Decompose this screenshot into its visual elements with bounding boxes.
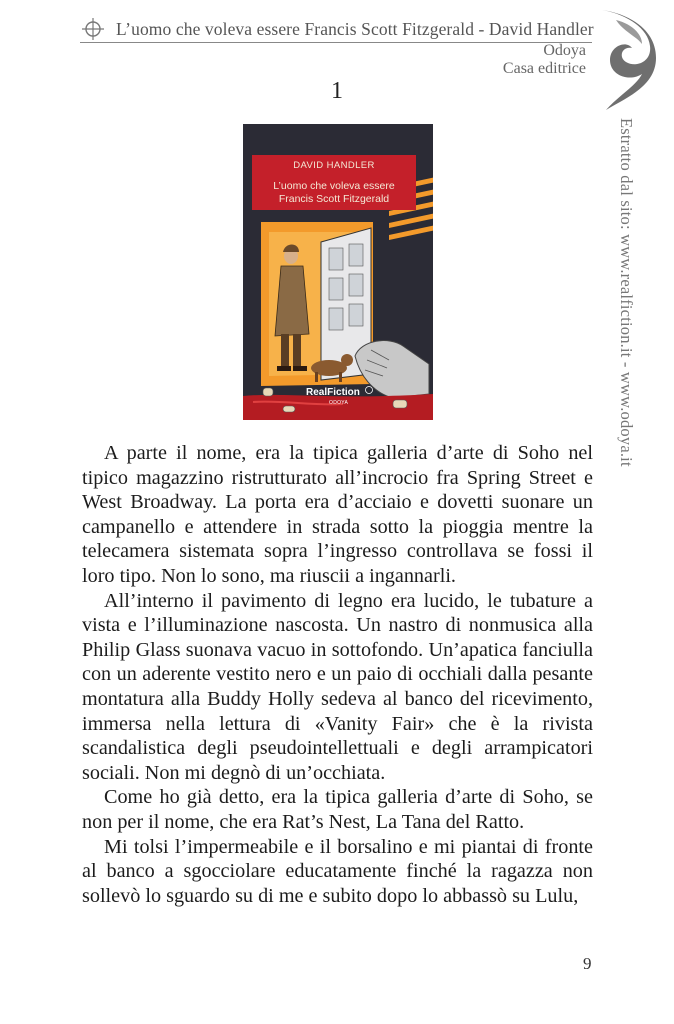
publisher-subtitle: Casa editrice bbox=[502, 60, 586, 77]
cover-title-line-1: L’uomo che voleva essere bbox=[273, 180, 395, 192]
publisher-name: Odoya bbox=[543, 42, 586, 59]
cover-author: DAVID HANDLER bbox=[293, 160, 375, 171]
chapter-number-value: 1 bbox=[331, 78, 343, 104]
paragraph: Come ho già detto, era la tipica galleria d’arte di Soho, se non per il nome, che era Rat’s Nest, La Tana del Ratto. bbox=[82, 786, 593, 833]
paragraph: A parte il nome, era la tipica galleria d’arte di Soho nel tipico magazzino ristrutturato all’incrocio fra Spring Street e West Broadway. La porta era d’acciaio e dovetti suonare un campanello e attendere in strada sotto la pioggia mentre la telecamera sistemata sopra l’ingresso controllava se fossi il loro tipo. Non lo sono, ma riuscii a ingannarli. bbox=[82, 442, 593, 587]
cover-imprint: ODOYA bbox=[329, 400, 349, 406]
publisher-label bbox=[503, 42, 586, 78]
running-header-title: L’uomo che voleva essere Francis Scott Fitzgerald - David Handler bbox=[116, 19, 594, 39]
cover-title-line-2: Francis Scott Fitzgerald bbox=[278, 193, 390, 205]
crosshair-icon bbox=[82, 18, 104, 40]
cover-title bbox=[252, 180, 416, 206]
paragraph: Mi tolsi l’impermeabile e il borsalino e mi piantai di fronte al banco a sgocciolare educatamente finché la ragazza non sollevò lo sguardo su di me e subito dopo lo abbassò su Lulu, bbox=[82, 835, 593, 907]
source-vertical-text: Estratto dal sito: www.realfiction.it - www.odoya.it bbox=[617, 118, 636, 467]
paragraph: All’interno il pavimento di legno era lucido, le tubature a vista e l’illuminazione nascosta. Un nastro di nonmusica alla Philip Glass suonava vacuo in sottofondo. Un’apatica fanciulla con un aderente vestito nero e un paio di occhiali dalla pesante montatura alla Buddy Holly sedeva al banco del ricevimento, immersa nella lettura di «Vanity Fair» che è la rivista scandalistica degli pseudointellettuali e degli arrampicatori sociali. Non mi degnò di un’occhiata. bbox=[82, 589, 593, 784]
cover-brand: RealFiction bbox=[306, 387, 360, 398]
chapter-number bbox=[0, 78, 674, 105]
book-cover-image bbox=[243, 124, 433, 420]
chapter-body-text bbox=[82, 441, 593, 908]
page-number: 9 bbox=[583, 954, 592, 973]
